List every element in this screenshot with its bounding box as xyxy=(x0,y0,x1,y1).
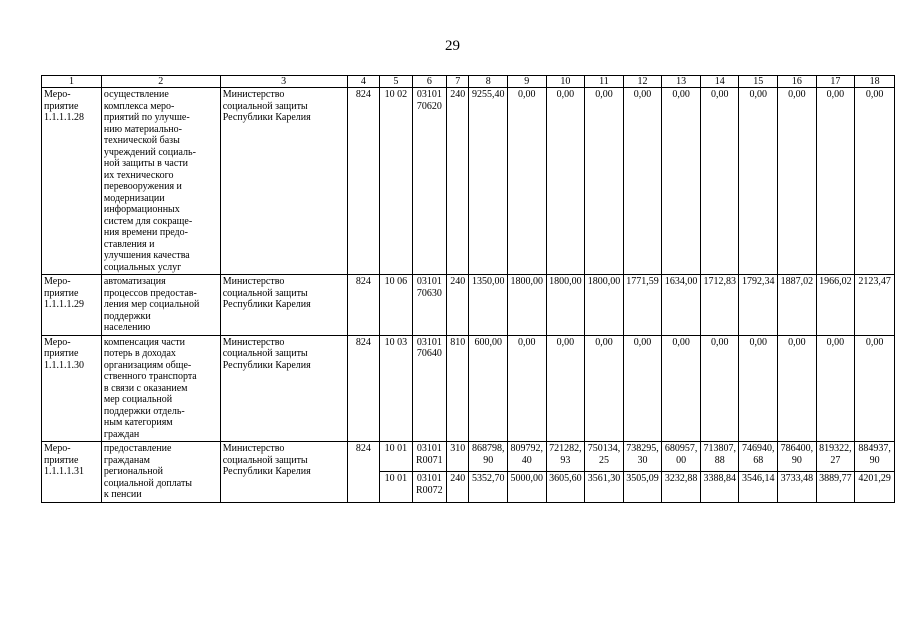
amount-cell: 2123,47 xyxy=(855,275,895,336)
column-number-header: 5 xyxy=(380,76,412,88)
amount-cell: 3605,60 xyxy=(546,472,585,502)
amount-cell: 3232,88 xyxy=(662,472,701,502)
amount-cell: 0,00 xyxy=(662,335,701,442)
amount-cell: 713807, 88 xyxy=(700,442,739,472)
column-number-row xyxy=(42,76,895,88)
table-row xyxy=(42,88,895,275)
amount-cell: 3505,09 xyxy=(623,472,662,502)
amount-cell: 746940, 68 xyxy=(739,442,778,472)
amount-cell: 0,00 xyxy=(855,88,895,275)
section-code-cell: 10 02 xyxy=(380,88,412,275)
amount-cell: 0,00 xyxy=(546,335,585,442)
amount-cell: 3561,30 xyxy=(585,472,624,502)
amount-cell: 0,00 xyxy=(700,335,739,442)
amount-cell: 0,00 xyxy=(585,335,624,442)
column-number-header: 8 xyxy=(469,76,508,88)
column-number-header: 12 xyxy=(623,76,662,88)
target-article-cell: 03101 70630 xyxy=(412,275,447,336)
amount-cell: 1792,34 xyxy=(739,275,778,336)
activity-number-cell: Меро- приятие 1.1.1.1.29 xyxy=(42,275,102,336)
amount-cell: 680957, 00 xyxy=(662,442,701,472)
amount-cell: 0,00 xyxy=(662,88,701,275)
section-code-cell: 10 01 xyxy=(380,472,412,502)
executor-cell: Министерство социальной защиты Республики Карелия xyxy=(220,275,347,336)
expense-type-cell: 240 xyxy=(447,88,469,275)
column-number-header: 16 xyxy=(778,76,817,88)
activity-description-cell: компенсация части потерь в доходах организациям обще- ственного транспорта в связи с оказанием мер социальной поддержки отдель- ным категориям граждан xyxy=(101,335,220,442)
amount-cell: 9255,40 xyxy=(469,88,508,275)
amount-cell: 0,00 xyxy=(508,88,547,275)
table-row xyxy=(42,335,895,442)
column-number-header: 13 xyxy=(662,76,701,88)
amount-cell: 786400, 90 xyxy=(778,442,817,472)
table-row xyxy=(42,442,895,472)
expense-type-cell: 240 xyxy=(447,275,469,336)
amount-cell: 1712,83 xyxy=(700,275,739,336)
grbs-code-cell: 824 xyxy=(347,275,379,336)
column-number-header: 17 xyxy=(816,76,855,88)
amount-cell: 1800,00 xyxy=(546,275,585,336)
budget-table xyxy=(41,75,895,503)
expense-type-cell: 240 xyxy=(447,472,469,502)
amount-cell: 1800,00 xyxy=(508,275,547,336)
amount-cell: 1887,02 xyxy=(778,275,817,336)
amount-cell: 0,00 xyxy=(778,335,817,442)
executor-cell: Министерство социальной защиты Республики Карелия xyxy=(220,335,347,442)
column-number-header: 18 xyxy=(855,76,895,88)
column-number-header: 1 xyxy=(42,76,102,88)
column-number-header: 3 xyxy=(220,76,347,88)
column-number-header: 14 xyxy=(700,76,739,88)
amount-cell: 868798, 90 xyxy=(469,442,508,472)
column-number-header: 9 xyxy=(508,76,547,88)
column-number-header: 6 xyxy=(412,76,447,88)
column-number-header: 2 xyxy=(101,76,220,88)
column-number-header: 10 xyxy=(546,76,585,88)
amount-cell: 0,00 xyxy=(700,88,739,275)
amount-cell: 0,00 xyxy=(623,88,662,275)
amount-cell: 0,00 xyxy=(508,335,547,442)
amount-cell: 3733,48 xyxy=(778,472,817,502)
expense-type-cell: 810 xyxy=(447,335,469,442)
amount-cell: 3546,14 xyxy=(739,472,778,502)
executor-cell: Министерство социальной защиты Республики Карелия xyxy=(220,88,347,275)
target-article-cell: 03101 70620 xyxy=(412,88,447,275)
amount-cell: 738295, 30 xyxy=(623,442,662,472)
amount-cell: 0,00 xyxy=(546,88,585,275)
amount-cell: 3889,77 xyxy=(816,472,855,502)
amount-cell: 819322, 27 xyxy=(816,442,855,472)
expense-type-cell: 310 xyxy=(447,442,469,472)
amount-cell: 600,00 xyxy=(469,335,508,442)
amount-cell: 0,00 xyxy=(623,335,662,442)
amount-cell: 0,00 xyxy=(816,88,855,275)
amount-cell: 3388,84 xyxy=(700,472,739,502)
amount-cell: 0,00 xyxy=(739,335,778,442)
amount-cell: 1634,00 xyxy=(662,275,701,336)
section-code-cell: 10 06 xyxy=(380,275,412,336)
amount-cell: 1966,02 xyxy=(816,275,855,336)
amount-cell: 721282, 93 xyxy=(546,442,585,472)
amount-cell: 884937, 90 xyxy=(855,442,895,472)
activity-number-cell: Меро- приятие 1.1.1.1.30 xyxy=(42,335,102,442)
target-article-cell: 03101 R0072 xyxy=(412,472,447,502)
activity-number-cell: Меро- приятие 1.1.1.1.28 xyxy=(42,88,102,275)
amount-cell: 0,00 xyxy=(585,88,624,275)
column-number-header: 15 xyxy=(739,76,778,88)
column-number-header: 11 xyxy=(585,76,624,88)
page-number: 29 xyxy=(445,38,460,54)
amount-cell: 5352,70 xyxy=(469,472,508,502)
activity-description-cell: осуществление комплекса меро- приятий по улучше- нию материально- технической базы учреждений социаль- ной защиты в части их технического перевооружения и модернизации информационных систем для сокраще- ния времени предо- ставления и улучшения качества социальных услуг xyxy=(101,88,220,275)
table-row xyxy=(42,275,895,336)
amount-cell: 5000,00 xyxy=(508,472,547,502)
amount-cell: 750134, 25 xyxy=(585,442,624,472)
amount-cell: 0,00 xyxy=(778,88,817,275)
amount-cell: 809792, 40 xyxy=(508,442,547,472)
amount-cell: 1800,00 xyxy=(585,275,624,336)
activity-number-cell: Меро- приятие 1.1.1.1.31 xyxy=(42,442,102,503)
amount-cell: 0,00 xyxy=(855,335,895,442)
grbs-code-cell: 824 xyxy=(347,442,379,503)
target-article-cell: 03101 R0071 xyxy=(412,442,447,472)
activity-description-cell: предоставление гражданам региональной социальной доплаты к пенсии xyxy=(101,442,220,503)
target-article-cell: 03101 70640 xyxy=(412,335,447,442)
grbs-code-cell: 824 xyxy=(347,335,379,442)
executor-cell: Министерство социальной защиты Республики Карелия xyxy=(220,442,347,503)
amount-cell: 0,00 xyxy=(816,335,855,442)
grbs-code-cell: 824 xyxy=(347,88,379,275)
amount-cell: 1771,59 xyxy=(623,275,662,336)
activity-description-cell: автоматизация процессов предостав- ления мер социальной поддержки населению xyxy=(101,275,220,336)
amount-cell: 0,00 xyxy=(739,88,778,275)
amount-cell: 1350,00 xyxy=(469,275,508,336)
column-number-header: 4 xyxy=(347,76,379,88)
amount-cell: 4201,29 xyxy=(855,472,895,502)
section-code-cell: 10 03 xyxy=(380,335,412,442)
section-code-cell: 10 01 xyxy=(380,442,412,472)
column-number-header: 7 xyxy=(447,76,469,88)
